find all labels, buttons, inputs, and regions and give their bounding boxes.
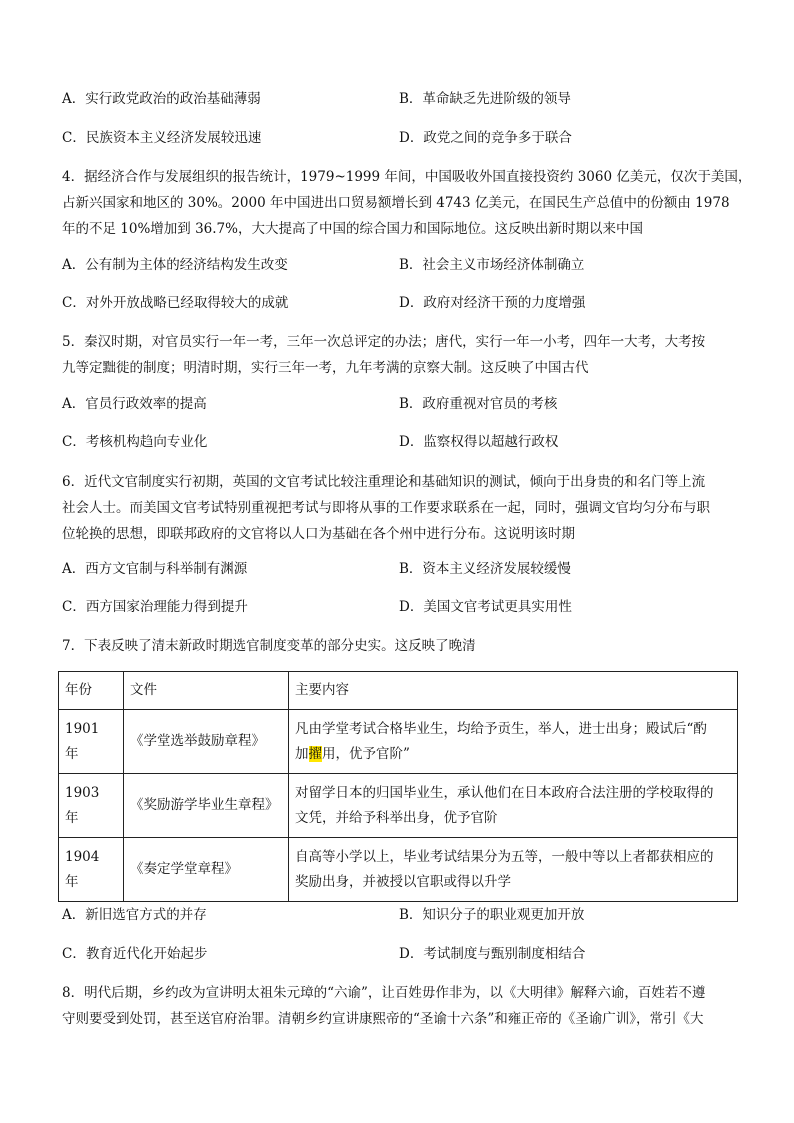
q4-stem — [62, 164, 752, 242]
table-row — [59, 774, 738, 838]
table-header-row — [59, 672, 738, 710]
content-line-1: 凡由学堂考试合格毕业生，均给予贡生，举人，进士出身；殿试后“酌 — [295, 720, 707, 737]
table-row — [59, 710, 738, 774]
q3-option-b: B．革命缺乏先进阶级的领导 — [399, 91, 571, 107]
q3-option-c: C．民族资本主义经济发展较迅速 — [62, 130, 262, 146]
content-line-1: 对留学日本的归国毕业生，承认他们在日本政府合法注册的学校取得的 — [295, 784, 714, 801]
q4-option-c: C．对外开放战略已经取得较大的成就 — [62, 295, 289, 311]
q4-line-2: 占新兴国家和地区的 30%。2000 年中国进出口贸易额增长到 4743 亿美元，在国民生产总值中的份额由 1978 — [62, 195, 730, 211]
content-line-1: 自高等小学以上，毕业考试结果分为五等，一般中等以上者都获相应的 — [295, 848, 714, 865]
q6-line-1: 6．近代文官制度实行初期，英国的文官考试比较注重理论和基础知识的测试，倾向于出身贵的和名门等上流 — [62, 474, 706, 490]
q8-line-2: 守则要受到处罚，甚至送官府治罪。清朝乡约宣讲康熙帝的“圣谕十六条”和雍正帝的《圣谕广训》，常引《大 — [62, 1011, 704, 1027]
content-line-2: 奖励出身，并被授以官职或得以升学 — [295, 873, 511, 890]
q5-stem — [62, 329, 742, 381]
table-cell-doc: 《学堂选举鼓励章程》 — [124, 710, 289, 774]
q6-stem — [62, 469, 742, 547]
table-row — [59, 838, 738, 902]
q6-option-a: A．西方文官制与科举制有渊源 — [62, 561, 248, 577]
table-cell-doc: 《奖励游学毕业生章程》 — [124, 774, 289, 838]
table-header-content: 主要内容 — [289, 672, 738, 710]
q8-stem — [62, 980, 742, 1032]
highlighted-char: 擢 — [308, 745, 322, 762]
table-header-doc: 文件 — [124, 672, 289, 710]
q4-option-a: A．公有制为主体的经济结构发生改变 — [62, 257, 288, 273]
table-cell-doc: 《奏定学堂章程》 — [124, 838, 289, 902]
table-cell-year: 1904 年 — [59, 838, 124, 902]
q5-option-c: C．考核机构趋向专业化 — [62, 434, 208, 450]
q8-line-1: 8．明代后期，乡约改为宣讲明太祖朱元璋的“六谕”，让百姓毋作非为，以《大明律》解释六谕，百姓若不遵 — [62, 985, 706, 1001]
q7-table — [58, 671, 738, 902]
q4-line-3: 年的不足 10%增加到 36.7%，大大提高了中国的综合国力和国际地位。这反映出新时期以来中国 — [62, 221, 643, 237]
q7-option-c: C．教育近代化开始起步 — [62, 946, 208, 962]
q3-option-d: D．政党之间的竞争多于联合 — [399, 130, 572, 146]
table-cell-content — [289, 774, 738, 838]
q4-line-1: 4．据经济合作与发展组织的报告统计，1979~1999 年间，中国吸收外国直接投资约 3060 亿美元，仅次于美国， — [62, 169, 752, 185]
q7-option-a: A．新旧选官方式的并存 — [62, 907, 207, 923]
table-cell-content — [289, 838, 738, 902]
q6-option-d: D．美国文官考试更具实用性 — [399, 599, 572, 615]
table-cell-year: 1903 年 — [59, 774, 124, 838]
q7-stem: 7．下表反映了清末新政时期选官制度变革的部分史实。这反映了晚清 — [62, 638, 476, 654]
table-header-year: 年份 — [59, 672, 124, 710]
q6-line-2: 社会人士。而美国文官考试特别重视把考试与即将从事的工作要求联系在一起，同时，强调文官均匀分布与职 — [62, 500, 710, 516]
q5-option-a: A．官员行政效率的提高 — [62, 396, 207, 412]
q7-option-d: D．考试制度与甄别制度相结合 — [399, 946, 586, 962]
q6-option-c: C．西方国家治理能力得到提升 — [62, 599, 248, 615]
q5-line-1: 5．秦汉时期，对官员实行一年一考，三年一次总评定的办法；唐代，实行一年一小考，四年一大考，大考按 — [62, 334, 706, 350]
q4-option-b: B．社会主义市场经济体制确立 — [399, 257, 585, 273]
q5-line-2: 九等定黜徙的制度；明清时期，实行三年一考，九年考满的京察大制。这反映了中国古代 — [62, 360, 589, 376]
table-cell-content — [289, 710, 738, 774]
content-line-2: 文凭，并给予科举出身，优予官阶 — [295, 809, 498, 826]
q4-option-d: D．政府对经济干预的力度增强 — [399, 295, 586, 311]
q6-option-b: B．资本主义经济发展较缓慢 — [399, 561, 571, 577]
q5-option-b: B．政府重视对官员的考核 — [399, 396, 558, 412]
q5-option-d: D．监察权得以超越行政权 — [399, 434, 559, 450]
q3-option-a: A．实行政党政治的政治基础薄弱 — [62, 91, 261, 107]
content-text: 用，优予官阶” — [322, 745, 410, 762]
q6-line-3: 位轮换的思想，即联邦政府的文官将以人口为基础在各个州中进行分布。这说明该时期 — [62, 526, 575, 542]
table-cell-year: 1901 年 — [59, 710, 124, 774]
q7-option-b: B．知识分子的职业观更加开放 — [399, 907, 585, 923]
content-line-2 — [295, 742, 731, 767]
content-text: 加 — [295, 745, 309, 762]
